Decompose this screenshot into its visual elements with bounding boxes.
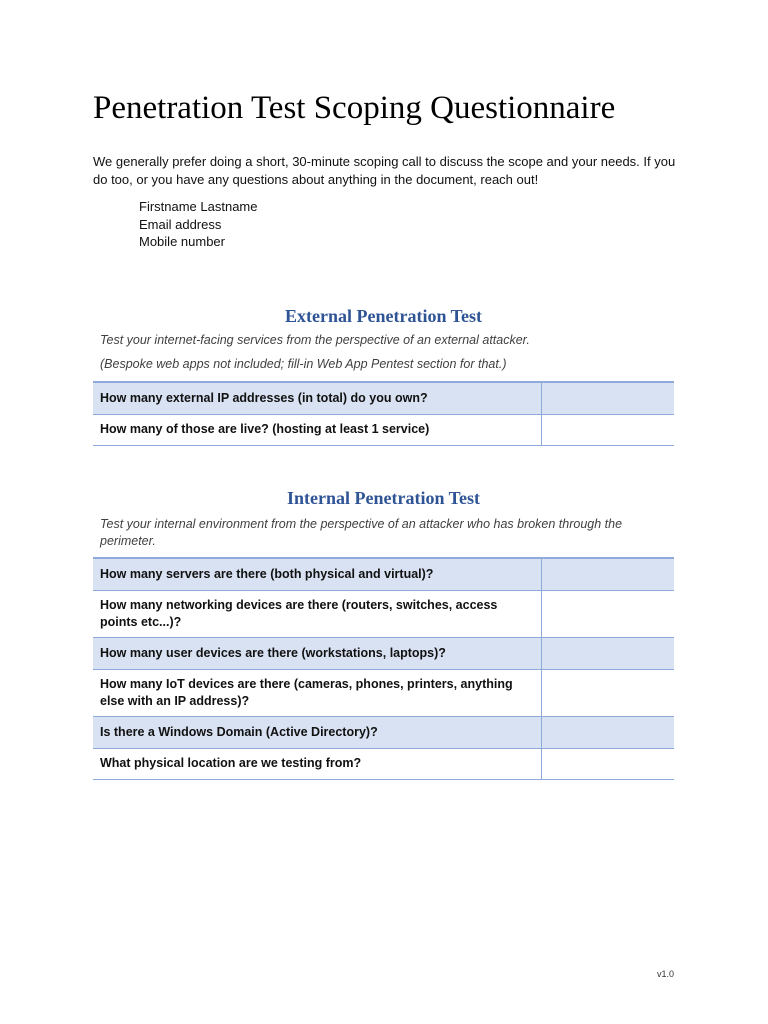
internal-description: Test your internal environment from the perspective of an attacker who has broken through the perimeter. [100, 517, 623, 548]
table-row [93, 669, 674, 716]
answer-cell[interactable] [542, 637, 675, 669]
intro-paragraph: We generally prefer doing a short, 30-minute scoping call to discuss the scope and your needs. If you do too, or you have any questions about anything in the document, reach out! [93, 154, 676, 187]
contact-name: Firstname Lastname [139, 199, 258, 214]
contact-mobile: Mobile number [139, 234, 225, 249]
external-note: (Bespoke web apps not included; fill-in Web App Pentest section for that.) [100, 357, 507, 371]
table-row [93, 382, 674, 414]
table-row [93, 716, 674, 748]
contact-email: Email address [139, 216, 222, 232]
internal-section-heading: Internal Penetration Test [287, 488, 480, 508]
answer-cell[interactable] [542, 414, 675, 445]
table-row [93, 637, 674, 669]
answer-cell[interactable] [542, 382, 675, 414]
page-title: Penetration Test Scoping Questionnaire [93, 90, 616, 126]
version-label: v1.0 [657, 969, 675, 979]
table-row [93, 558, 674, 590]
question-text: How many servers are there (both physical and virtual)? [93, 558, 542, 590]
table-row [93, 748, 674, 779]
question-text: What physical location are we testing from? [93, 748, 542, 779]
answer-cell[interactable] [542, 590, 675, 637]
external-description: Test your internet-facing services from the perspective of an external attacker. [100, 333, 530, 347]
answer-cell[interactable] [542, 558, 675, 590]
external-section-heading: External Penetration Test [285, 306, 482, 326]
question-text: How many user devices are there (workstations, laptops)? [93, 637, 542, 669]
question-text: Is there a Windows Domain (Active Directory)? [93, 716, 542, 748]
question-text: How many external IP addresses (in total) do you own? [93, 382, 542, 414]
question-text: How many IoT devices are there (cameras, phones, printers, anything else with an IP address)? [93, 669, 542, 716]
external-questions-table [93, 381, 674, 446]
answer-cell[interactable] [542, 748, 675, 779]
contact-block [139, 198, 258, 251]
question-text: How many networking devices are there (routers, switches, access points etc...)? [93, 590, 542, 637]
internal-questions-table [93, 557, 674, 780]
table-row [93, 414, 674, 445]
table-row [93, 590, 674, 637]
question-text: How many of those are live? (hosting at least 1 service) [93, 414, 542, 445]
answer-cell[interactable] [542, 716, 675, 748]
answer-cell[interactable] [542, 669, 675, 716]
